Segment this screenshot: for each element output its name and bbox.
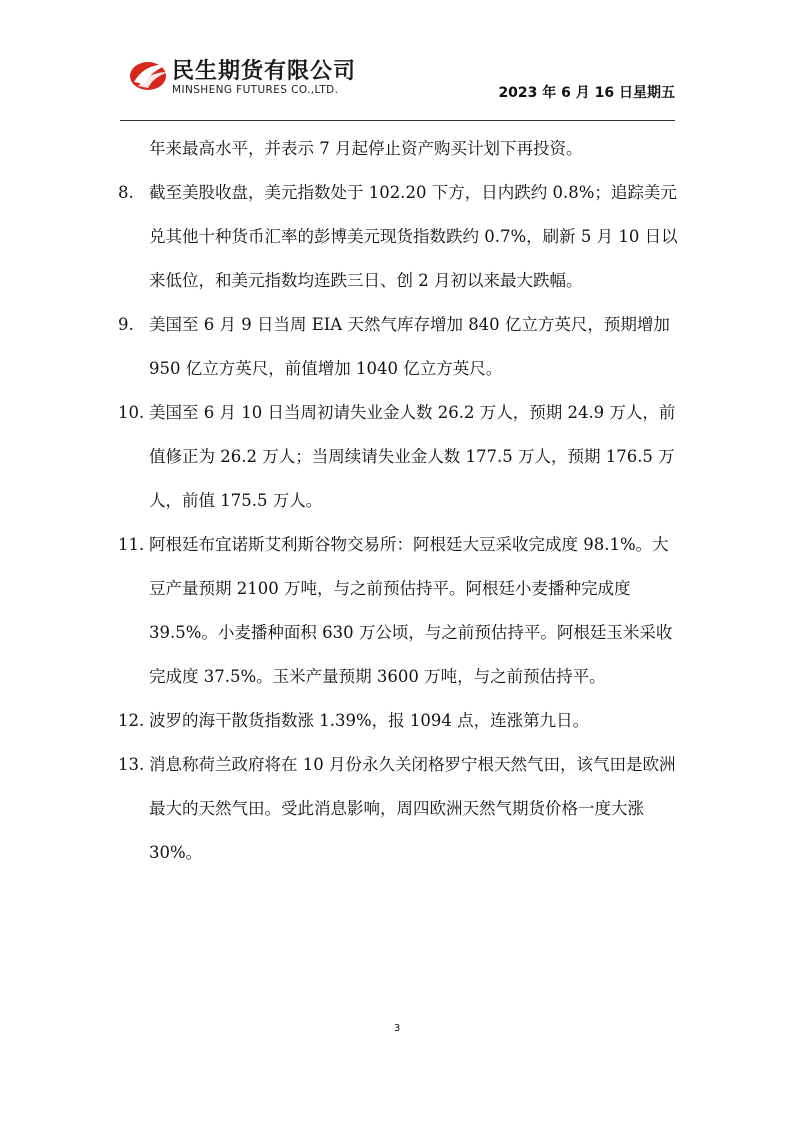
report-date: 2023 年 6 月 16 日星期五 — [498, 85, 675, 101]
item-number: 13. — [118, 755, 145, 774]
list-item — [118, 743, 680, 875]
item-number: 10. — [118, 403, 145, 422]
item-text: 美国至 6 月 10 日当周初请失业金人数 26.2 万人，预期 24.9 万人，前值修正为 26.2 万人；当周续请失业金人数 177.5 万人，预期 176.5 万人，前值 175.5 万人。 — [149, 403, 676, 510]
minsheng-logo-icon — [128, 58, 172, 92]
brand-name-en: MINSHENG FUTURES CO.,LTD. — [172, 84, 339, 96]
list-item — [118, 523, 680, 699]
item-text: 消息称荷兰政府将在 10 月份永久关闭格罗宁根天然气田，该气田是欧洲最大的天然气田。受此消息影响，周四欧洲天然气期货价格一度大涨 30%。 — [149, 755, 676, 862]
continuation-paragraph: 年来最高水平，并表示 7 月起停止资产购买计划下再投资。 — [149, 139, 583, 158]
item-number: 8. — [118, 183, 134, 202]
brand-name-cn: 民生期货有限公司 — [172, 59, 357, 84]
list-item — [118, 303, 680, 391]
item-text: 截至美股收盘，美元指数处于 102.20 下方，日内跌约 0.8%；追踪美元兑其他十种货币汇率的彭博美元现货指数跌约 0.7%，刷新 5 月 10 日以来低位，和美元指数均连跌三日、创 2 月初以来最大跌幅。 — [149, 183, 678, 290]
page-number: 3 — [393, 1023, 401, 1034]
page-header — [120, 52, 675, 122]
news-list — [118, 127, 680, 875]
list-item — [118, 391, 680, 523]
item-number: 12. — [118, 711, 145, 730]
item-text: 波罗的海干散货指数涨 1.39%，报 1094 点，连涨第九日。 — [149, 711, 590, 730]
item-number: 11. — [118, 535, 145, 554]
item-text: 美国至 6 月 9 日当周 EIA 天然气库存增加 840 亿立方英尺，预期增加 950 亿立方英尺，前值增加 1040 亿立方英尺。 — [149, 315, 670, 378]
list-item — [118, 171, 680, 303]
list-item — [118, 699, 680, 743]
item-number: 9. — [118, 315, 134, 334]
header-divider — [120, 120, 675, 121]
item-text: 阿根廷布宜诺斯艾利斯谷物交易所：阿根廷大豆采收完成度 98.1%。大豆产量预期 2100 万吨，与之前预估持平。阿根廷小麦播种完成度 39.5%。小麦播种面积 630 万公顷，与之前预估持平。阿根廷玉米采收完成度 37.5%。玉米产量预期 3600 万吨，与之前预估持平。 — [149, 535, 673, 686]
